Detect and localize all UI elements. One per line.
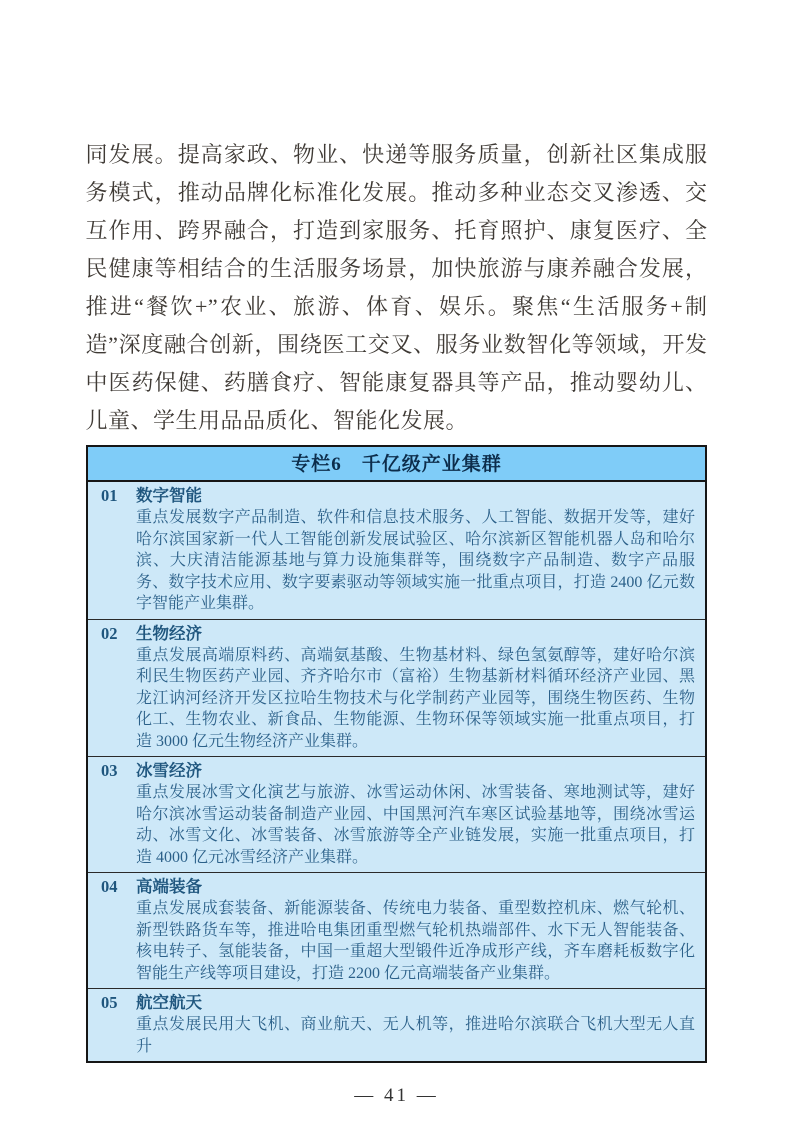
item-head — [101, 876, 695, 898]
panel-item-05 — [88, 988, 705, 1061]
special-column-panel — [86, 445, 707, 1063]
panel-item-03 — [88, 756, 705, 872]
item-title: 航空航天 — [136, 993, 202, 1012]
item-body: 重点发展冰雪文化演艺与旅游、冰雪运动休闲、冰雪装备、寒地测试等，建好哈尔滨冰雪运动装备制造产业园、中国黑河汽车寒区试验基地等，围绕冰雪运动、冰雪文化、冰雪装备、冰雪旅游等全产业链发展，实施一批重点项目，打造 4000 亿元冰雪经济产业集群。 — [136, 784, 695, 866]
item-head — [101, 623, 695, 645]
item-title: 冰雪经济 — [136, 761, 202, 780]
item-number: 01 — [101, 486, 118, 505]
panel-item-02 — [88, 619, 705, 757]
item-head — [101, 992, 695, 1014]
body-paragraph: 同发展。提高家政、物业、快递等服务质量，创新社区集成服务模式，推动品牌化标准化发展。推动多种业态交叉渗透、交互作用、跨界融合，打造到家服务、托育照护、康复医疗、全民健康等相结合的生活服务场景，加快旅游与康养融合发展，推进“餐饮+”农业、旅游、体育、娱乐。聚焦“生活服务+制造”深度融合创新，围绕医工交叉、服务业数智化等领域，开发中医药保健、药膳食疗、智能康复器具等产品，推动婴幼儿、儿童、学生用品品质化、智能化发展。 — [85, 142, 708, 433]
item-number: 03 — [101, 761, 118, 780]
panel-body — [88, 482, 705, 1061]
panel-item-04 — [88, 872, 705, 988]
page-number: — 41 — — [354, 1085, 439, 1106]
item-number: 04 — [101, 877, 118, 896]
item-body: 重点发展民用大飞机、商业航天、无人机等，推进哈尔滨联合飞机大型无人直升 — [136, 1016, 695, 1055]
item-number: 05 — [101, 993, 118, 1012]
item-body: 重点发展数字产品制造、软件和信息技术服务、人工智能、数据开发等，建好哈尔滨国家新一代人工智能创新发展试验区、哈尔滨新区智能机器人岛和哈尔滨、大庆清洁能源基地与算力设施集群等，围绕数字产品制造、数字产品服务、数字技术应用、数字要素驱动等领域实施一批重点项目，打造 2400 亿元数字智能产业集群。 — [136, 509, 695, 612]
item-body: 重点发展高端原料药、高端氨基酸、生物基材料、绿色氢氨醇等，建好哈尔滨利民生物医药产业园、齐齐哈尔市（富裕）生物基新材料循环经济产业园、黑龙江讷河经济开发区拉哈生物技术与化学制药产业园等，围绕生物医药、生物化工、生物农业、新食品、生物能源、生物环保等领域实施一批重点项目，打造 3000 亿元生物经济产业集群。 — [136, 646, 695, 750]
item-title: 数字智能 — [136, 486, 202, 505]
panel-title: 专栏6 千亿级产业集群 — [88, 447, 705, 482]
item-number: 02 — [101, 623, 118, 643]
item-title: 高端装备 — [136, 877, 202, 896]
item-head — [101, 760, 695, 782]
item-title: 生物经济 — [136, 623, 202, 643]
item-head — [101, 485, 695, 507]
item-body: 重点发展成套装备、新能源装备、传统电力装备、重型数控机床、燃气轮机、新型铁路货车等，推进哈电集团重型燃气轮机热端部件、水下无人智能装备、核电转子、氢能装备，中国一重超大型锻件近净成形产线，齐车磨耗板数字化智能生产线等项目建设，打造 2200 亿元高端装备产业集群。 — [136, 900, 695, 982]
panel-item-01 — [88, 482, 705, 619]
